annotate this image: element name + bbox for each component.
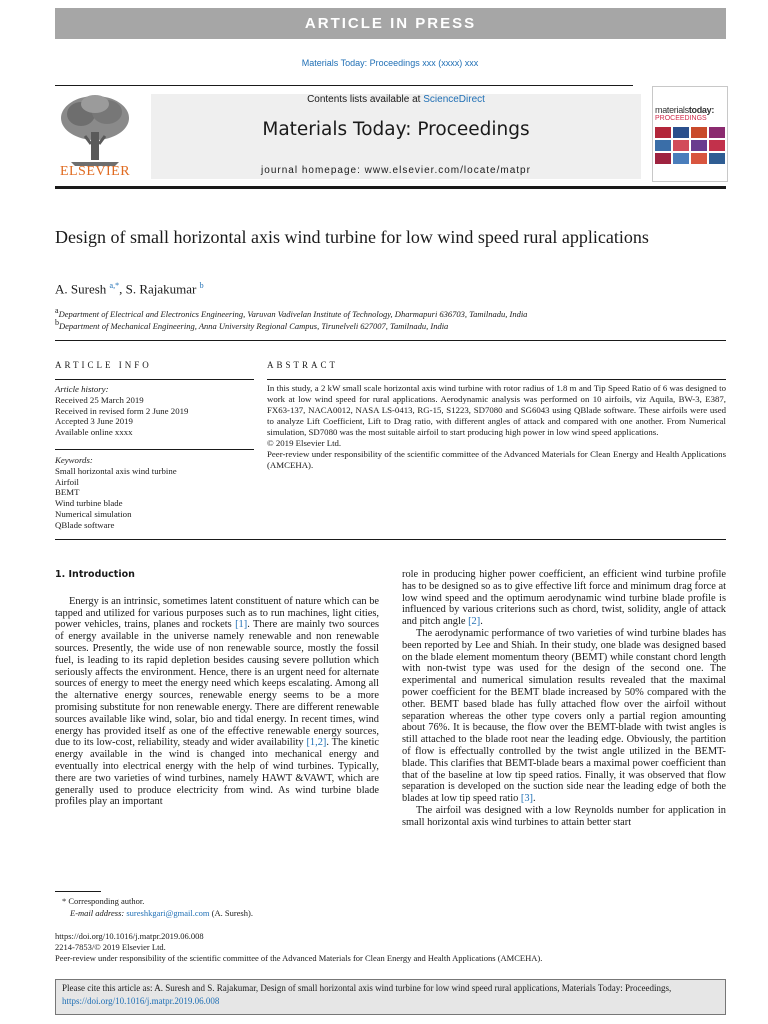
paragraph (402, 569, 726, 628)
citation-box (55, 979, 726, 1015)
author-suresh-sup[interactable]: a,* (109, 281, 120, 290)
contents-line (151, 94, 641, 105)
footnote-text: Corresponding author. (68, 896, 145, 906)
paragraph: The airfoil was designed with a low Reynolds number for application in small horizontal axis wind turbines to attain better start (402, 804, 726, 828)
keywords-heading: Keywords: (55, 455, 93, 465)
header-rule (55, 85, 633, 86)
elsevier-wordmark: ELSEVIER (59, 164, 131, 179)
article-in-press-banner: ARTICLE IN PRESS (55, 8, 726, 39)
keywords (55, 455, 177, 531)
paragraph-text: Energy is an intrinsic, sometimes latent constituent of nature which can be tapped and utilized for various purposes such as to run machines, light cities, power vehicles, trains, planes and rockets (55, 595, 379, 631)
keyword: QBlade software (55, 519, 115, 530)
paragraph-text: . There are mainly two sources of energy available in the universe namely renewable and non renewable sources. Presently, the wide use of non renewable source, mostly the fossil fuel, is leading to its rapid depletion besides causing severe pollution which seriously affects the environment. Hence, there is an urgent need for alternate sources of energy to meet the energy need which keeps escalating. Among all the alternative energy sources, renewable energy seems to be a more promising substitute for non renewable energy. There are different renewable sources available like wind, solar, bio and tidal energy. In recent times, wind energy has provided itself as one of the effective renewable energy sources, due to its low-cost, reliability, steady and wider availability (55, 619, 379, 749)
history-online: Available online xxxx (55, 427, 133, 438)
article-history-heading: Article history: (55, 384, 109, 394)
citation-link[interactable]: [1,2] (306, 737, 327, 749)
footnote-mark: * (62, 896, 67, 906)
paragraph (402, 628, 726, 805)
sciencedirect-link[interactable]: ScienceDirect (423, 94, 485, 105)
cover-title-a: materials (655, 105, 689, 115)
cover-subtitle: PROCEEDINGS (655, 115, 707, 122)
abstract-body (267, 383, 726, 471)
history-accepted: Accepted 3 June 2019 (55, 416, 133, 427)
doi-link[interactable]: https://doi.org/10.1016/j.matpr.2019.06.008 (55, 931, 204, 941)
citation-doi-link[interactable]: https://doi.org/10.1016/j.matpr.2019.06.008 (62, 996, 220, 1006)
cover-title-b: today: (688, 105, 715, 115)
journal-homepage[interactable]: journal homepage: www.elsevier.com/locate/matpr (261, 165, 531, 176)
citation-link[interactable]: [3] (520, 793, 534, 805)
author-suresh: A. Suresh (55, 281, 107, 297)
abstract-text: In this study, a 2 kW small scale horizontal axis wind turbine with rotor radius of 1.8 m and Tip Speed Ratio of 6 was designed to work at low wind speed for rural applications. Aerodynamic analysis was performed on 10 airfoils, viz Aquila, BW-3, E387, FX63-137, NACA0012, NASA LS-0413, RG-15, S1223, SD7080 and SG6043 using QBlade software. These airfoils were used to analyze Lift Coefficient, Lift to Drag ratio, with different angles of attack and compared with one another. From Numerical simulation, SD7080 was the most suitable airfoil to start producing high power in low wind speed applications. (267, 383, 726, 437)
keyword: Small horizontal axis wind turbine (55, 465, 177, 476)
affiliation-b (55, 318, 448, 331)
author-separator: , (119, 281, 126, 297)
history-revised: Received in revised form 2 June 2019 (55, 405, 189, 416)
keyword: Numerical simulation (55, 508, 132, 519)
email-label: E-mail address: (70, 908, 127, 918)
section-heading: 1. Introduction (55, 569, 135, 580)
affiliation-a-mark: a (55, 306, 59, 315)
keyword: Wind turbine blade (55, 498, 123, 509)
journal-cover-thumbnail (652, 86, 728, 182)
citation-link[interactable]: [2] (468, 616, 481, 628)
abstract-bottom-rule (55, 539, 726, 540)
abstract-peer-review: Peer-review under responsibility of the scientific committee of the Advanced Materials for Clean Energy and Health Applications (AMCEHA). (267, 449, 726, 470)
abstract-rule (267, 379, 726, 380)
article-history (55, 384, 188, 438)
author-rajakumar-sup[interactable]: b (199, 281, 204, 290)
paragraph-text: . (480, 616, 483, 628)
affiliation-a-text: Department of Electrical and Electronics Engineering, Varuvan Vadivelan Institute of Technology, Dharmapuri 636703, Tamilnadu, India (58, 308, 528, 319)
body-column-right (402, 569, 726, 829)
abstract-label: ABSTRACT (267, 360, 339, 370)
section-separator (55, 340, 726, 341)
history-received: Received 25 March 2019 (55, 394, 144, 405)
citation-link[interactable]: [1] (235, 619, 248, 631)
keyword: Airfoil (55, 476, 79, 487)
footnote-corresponding (62, 896, 144, 906)
affiliation-b-text: Department of Mechanical Engineering, Anna University Regional Campus, Tirunelveli 627007, Tamilnadu, India (59, 320, 449, 331)
email-owner: (A. Suresh). (209, 908, 253, 918)
affiliation-a (55, 306, 527, 319)
bottom-peer-review: Peer-review under responsibility of the scientific committee of the Advanced Materials for Clean Energy and Health Applications (AMCEHA). (55, 953, 543, 963)
abstract-copyright: © 2019 Elsevier Ltd. (267, 438, 342, 448)
body-column-left (55, 569, 379, 808)
email-link[interactable]: sureshkgari@gmail.com (126, 908, 210, 918)
article-title: Design of small horizontal axis wind turbine for low wind speed rural applications (55, 227, 649, 247)
keyword: BEMT (55, 487, 80, 498)
paragraph (55, 596, 379, 808)
cover-title (655, 105, 714, 115)
paragraph-text: . (533, 793, 536, 805)
paragraph-text: The aerodynamic performance of two varieties of wind turbine blades has been reported by Lee and Shiah. In their study, one blade was designed based on the blade element momentum theory (BEMT) while constant chord length with non-twist type was used for the design of the second one. The experimental and numerical simulation results revealed that the maximal power coefficient for the BEMT blade increased by 50% compared with the other. BEMT based blade has fully attached flow over the airfoil without separation whereas the other type covers only a partial region amounting about 76%. It is because, the flow over the BEMT-blade with twist angles is still attached to the blade root near the leading edge. Obviously, the partition of flow is effectually controlled by the twist angle utilized in the BEMT-blade. This clarifies that BEMT-blade bears a maximal power coefficient than that of the baseline at low tip speed ratios. Finally, it was observed that flow separation is developed on the suction side near the leading edge of both the blades at low tip speed ratio (402, 627, 726, 805)
paragraph-text: role in producing higher power coefficient, an efficient wind turbine profile has to be designed so as to give effective lift force and minimum drag force at low wind speed and the optimum aerodynamic wind turbine blade profile is influenced by various criterions such as chord, twist, solidity, angle of attack and pitch angle (402, 569, 726, 628)
journal-title: Materials Today: Proceedings (262, 119, 530, 140)
article-info-label: ARTICLE INFO (55, 360, 152, 370)
header-thick-rule (55, 186, 726, 189)
citation-text: Please cite this article as: A. Suresh and S. Rajakumar, Design of small horizontal axis wind turbine for low wind speed rural applications, Materials Today: Proceedings, (62, 983, 672, 993)
footnote-email (70, 908, 253, 918)
keywords-rule (55, 449, 254, 450)
article-info-rule (55, 379, 254, 380)
paragraph-text: . The kinetic energy available in the wind is changed into mechanical energy and eventually into electrical energy with the help of wind turbines. Typically, there are two varieties of wind turbines, namely HAWT &VAWT, which are generally used to produce electricity from wind. As wind turbine blade profiles play an important (55, 737, 379, 808)
cover-image-grid (655, 127, 725, 177)
journal-reference-link[interactable]: Materials Today: Proceedings xxx (xxxx) xxx (301, 58, 479, 68)
affiliation-b-mark: b (55, 318, 59, 327)
author-rajakumar: S. Rajakumar (125, 281, 197, 297)
author-line (55, 281, 204, 297)
contents-prefix: Contents lists available at (307, 94, 424, 105)
issn-line: 2214-7853/© 2019 Elsevier Ltd. (55, 942, 166, 952)
footnote-rule (55, 891, 101, 892)
